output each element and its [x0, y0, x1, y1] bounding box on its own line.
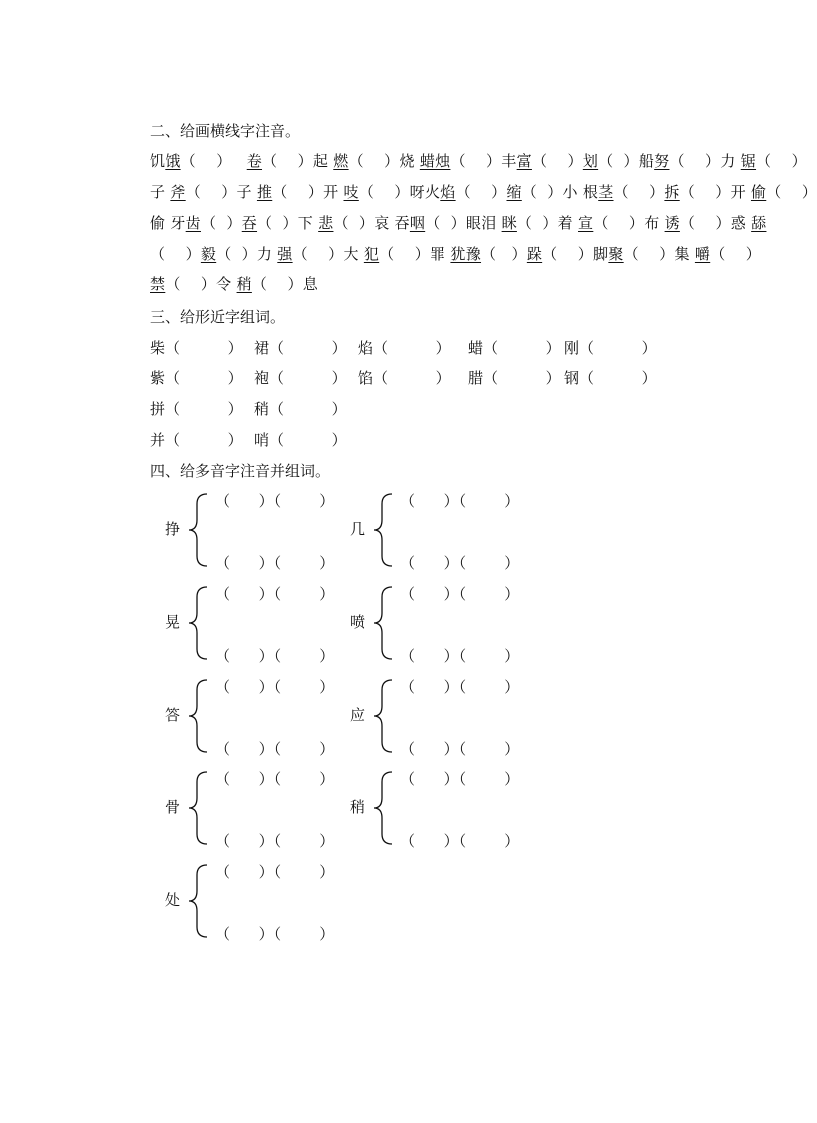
answer-blank[interactable]: （ ）（ ） [400, 585, 520, 603]
underlined-character: 聚 [608, 245, 624, 263]
pinyin-line [150, 243, 761, 264]
left-brace-icon [187, 490, 209, 570]
polyphone-character: 晃 [165, 613, 181, 631]
polyphone-character: 答 [165, 706, 181, 724]
underlined-character: 拆 [664, 183, 680, 201]
answer-blank[interactable]: （ ）（ ） [215, 492, 335, 510]
left-brace-icon [187, 583, 209, 663]
answer-blank[interactable]: （ ）（ ） [215, 925, 335, 943]
word-row [150, 429, 710, 451]
underlined-character: 划 [582, 152, 599, 170]
left-brace-icon [187, 861, 209, 941]
polyphone-group [350, 490, 750, 574]
line-text: （ ）小 根 [521, 183, 599, 201]
line-text: （ ）子 [185, 183, 257, 201]
word-cell: 裙（ ） [254, 339, 347, 357]
pinyin-line [150, 181, 817, 202]
answer-blank[interactable]: （ ）（ ） [215, 678, 335, 696]
polyphone-character: 稍 [350, 798, 366, 816]
polyphone-character: 骨 [165, 798, 181, 816]
underlined-character: 偷 [750, 183, 767, 201]
line-text: （ ） [150, 245, 201, 263]
line-text: （ ） [756, 152, 807, 170]
underlined-character: 宣 [578, 214, 594, 232]
underlined-character: 吞 [241, 214, 258, 232]
line-text: （ ） [766, 183, 817, 201]
line-text: （ ）布 [593, 214, 665, 232]
pinyin-line [150, 212, 766, 233]
line-text: （ ）着 [516, 214, 579, 232]
word-cell: 馅（ ） [358, 369, 451, 387]
word-cell: 稍（ ） [254, 400, 347, 418]
underlined-character: 犯 [363, 245, 380, 263]
polyphone-group [350, 768, 750, 852]
line-text: （ ）哀 吞 [333, 214, 410, 232]
word-cell: 紫（ ） [150, 369, 243, 387]
word-cell: 袍（ ） [254, 369, 347, 387]
underlined-character: 跺 [526, 245, 543, 263]
answer-blank[interactable]: （ ）（ ） [215, 554, 335, 572]
word-cell: 哨（ ） [254, 431, 347, 449]
underlined-character: 缩 [506, 183, 522, 201]
underlined-character: 强 [277, 245, 293, 263]
line-text: （ ） [180, 152, 247, 170]
underlined-character: 吱 [343, 183, 359, 201]
line-text: （ ） [200, 214, 242, 232]
pinyin-line [150, 273, 318, 294]
line-text: （ ）息 [251, 275, 319, 293]
line-text: （ ）烧 [348, 152, 420, 170]
word-row [150, 337, 710, 359]
answer-blank[interactable]: （ ）（ ） [215, 863, 335, 881]
underlined-character: 卷 [246, 152, 263, 170]
left-brace-icon [372, 768, 394, 848]
polyphone-character: 挣 [165, 520, 181, 538]
answer-blank[interactable]: （ ）（ ） [400, 647, 520, 665]
line-text: 子 [150, 183, 171, 201]
answer-blank[interactable]: （ ）（ ） [215, 647, 335, 665]
underlined-character: 嚼 [694, 245, 711, 263]
answer-blank[interactable]: （ ）（ ） [400, 554, 520, 572]
line-text: （ ）大 [292, 245, 364, 263]
underlined-character: 茎 [598, 183, 614, 201]
line-text: （ ）丰 [450, 152, 517, 170]
left-brace-icon [187, 676, 209, 756]
underlined-character: 燃 [333, 152, 349, 170]
polyphone-character: 喷 [350, 613, 366, 631]
answer-blank[interactable]: （ ）（ ） [215, 740, 335, 758]
section4-heading: 四、给多音字注音并组词。 [150, 462, 331, 480]
polyphone-character: 处 [165, 891, 181, 909]
word-cell: 焰（ ） [358, 339, 451, 357]
polyphone-character: 应 [350, 706, 366, 724]
section2-heading: 二、给画横线字注音。 [150, 122, 301, 140]
line-text: （ ）下 [257, 214, 319, 232]
section3-heading: 三、给形近字组词。 [150, 308, 286, 326]
line-text: （ ） [531, 152, 583, 170]
line-text: （ ）力 [669, 152, 741, 170]
line-text: （ ）船 [598, 152, 655, 170]
underlined-character: 稍 [236, 275, 252, 293]
underlined-character: 毅 [200, 245, 217, 263]
underlined-character: 努 [654, 152, 670, 170]
line-text: （ ）起 [262, 152, 334, 170]
underlined-character: 饿 [165, 152, 181, 170]
word-cell: 腊（ ） [468, 369, 561, 387]
left-brace-icon [187, 768, 209, 848]
underlined-character: 富 [516, 152, 532, 170]
polyphone-group [350, 583, 750, 667]
underlined-character: 禁 [150, 275, 166, 293]
underlined-character: 斧 [170, 183, 186, 201]
underlined-character: 诱 [664, 214, 680, 232]
line-text: （ ） [613, 183, 665, 201]
word-cell: 钢（ ） [564, 369, 657, 387]
line-text: （ ）呀火 [358, 183, 441, 201]
underlined-character: 锯 [740, 152, 757, 170]
word-row [150, 367, 710, 389]
answer-blank[interactable]: （ ）（ ） [400, 678, 520, 696]
line-text: （ ）集 [623, 245, 695, 263]
answer-blank[interactable]: （ ）（ ） [215, 585, 335, 603]
line-text: （ ）惑 [679, 214, 752, 232]
underlined-character: 眯 [501, 214, 517, 232]
line-text: （ ）脚 [542, 245, 609, 263]
line-text: （ ） [481, 245, 527, 263]
word-cell: 柴（ ） [150, 339, 243, 357]
polyphone-group [165, 861, 565, 945]
line-text: （ ）令 [165, 275, 237, 293]
answer-blank[interactable]: （ ）（ ） [215, 832, 335, 850]
line-text: （ ）罪 [379, 245, 451, 263]
line-text: （ ）开 [679, 183, 751, 201]
answer-blank[interactable]: （ ）（ ） [400, 740, 520, 758]
underlined-character: 蜡烛 [419, 152, 451, 170]
pinyin-line [150, 150, 807, 171]
line-text: （ ） [455, 183, 507, 201]
left-brace-icon [372, 583, 394, 663]
word-cell: 拼（ ） [150, 400, 243, 418]
line-text: 饥 [150, 152, 166, 170]
line-text: （ ）力 [216, 245, 278, 263]
line-text: （ ）开 [272, 183, 344, 201]
polyphone-character: 几 [350, 520, 366, 538]
line-text: （ ） [710, 245, 762, 263]
line-text: 偷 牙 [150, 214, 186, 232]
word-row [150, 398, 710, 420]
left-brace-icon [372, 490, 394, 570]
answer-blank[interactable]: （ ）（ ） [400, 770, 520, 788]
answer-blank[interactable]: （ ）（ ） [215, 770, 335, 788]
answer-blank[interactable]: （ ）（ ） [400, 832, 520, 850]
polyphone-group [350, 676, 750, 760]
underlined-character: 犹豫 [450, 245, 482, 263]
word-cell: 蜡（ ） [468, 339, 561, 357]
underlined-character: 推 [256, 183, 273, 201]
word-cell: 刚（ ） [564, 339, 657, 357]
underlined-character: 齿 [185, 214, 201, 232]
underlined-character: 焰 [440, 183, 456, 201]
left-brace-icon [372, 676, 394, 756]
underlined-character: 悲 [318, 214, 334, 232]
word-cell: 并（ ） [150, 431, 243, 449]
line-text: （ ）眼泪 [425, 214, 502, 232]
underlined-character: 咽 [409, 214, 426, 232]
underlined-character: 舔 [751, 214, 767, 232]
answer-blank[interactable]: （ ）（ ） [400, 492, 520, 510]
